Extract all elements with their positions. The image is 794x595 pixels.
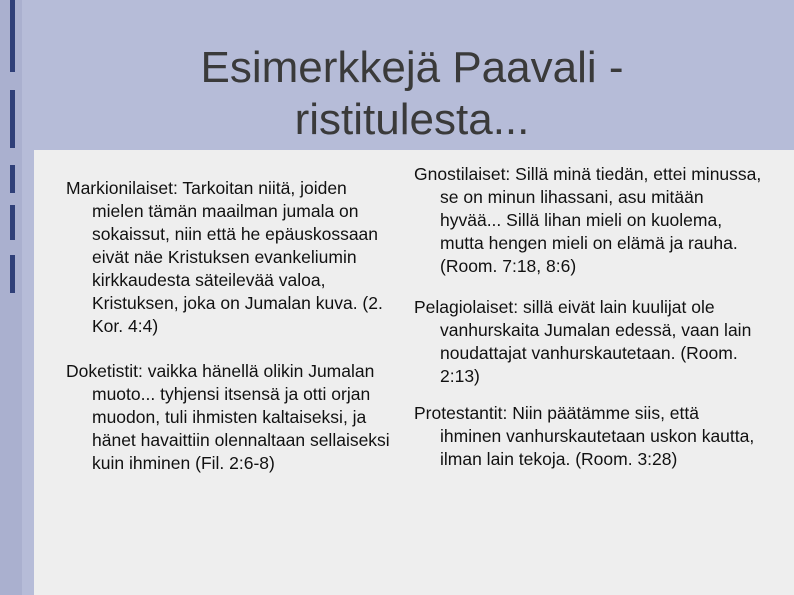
left-column: [66, 177, 396, 475]
paragraph-protestantit: Protestantit: Niin päätämme siis, että ihminen vanhurskautetaan uskon kautta, ilman lain tekoja. (Room. 3:28): [414, 403, 755, 469]
paragraph-doketistit: Doketistit: vaikka hänellä olikin Jumalan muoto... tyhjensi itsensä ja otti orjan muodon, tuli ihmisten kaltaiseksi, ja hänet havaittiin olennaltaan sellaiseksi kuin ihminen (Fil. 2:6-8): [66, 361, 390, 473]
slide-title-line-1: Esimerkkejä Paavali -: [200, 43, 624, 92]
decorative-side-strip: [0, 0, 22, 595]
paragraph-gnostilaiset: Gnostilaiset: Sillä minä tiedän, ettei minussa, se on minun lihassani, asu mitään hyvää... Sillä lihan mieli on kuolema, mutta hengen mieli on elämä ja rauha. (Room. 7:18, 8:6): [414, 164, 762, 276]
decorative-bar: [10, 90, 15, 148]
slide-title: [142, 42, 682, 146]
decorative-bar: [10, 0, 15, 72]
slide-title-line-2: ristitulesta...: [294, 95, 530, 144]
decorative-bar: [10, 255, 15, 293]
decorative-bar: [10, 205, 15, 240]
slide-content: [34, 150, 794, 595]
title-area: [22, 0, 794, 150]
right-column: [414, 163, 764, 471]
paragraph-pelagiolaiset: Pelagiolaiset: sillä eivät lain kuulijat ole vanhurskaita Jumalan edessä, vaan lain noudattajat vanhurskautetaan. (Room. 2:13): [414, 297, 752, 386]
decorative-bar: [10, 165, 15, 193]
paragraph-markionilaiset: Markionilaiset: Tarkoitan niitä, joiden mielen tämän maailman jumala on sokaissut, niin että he epäuskossaan eivät näe Kristuksen evankeliumin kirkkaudesta säteilevää valoa, Kristuksen, joka on Jumalan kuva. (2. Kor. 4:4): [66, 178, 383, 336]
